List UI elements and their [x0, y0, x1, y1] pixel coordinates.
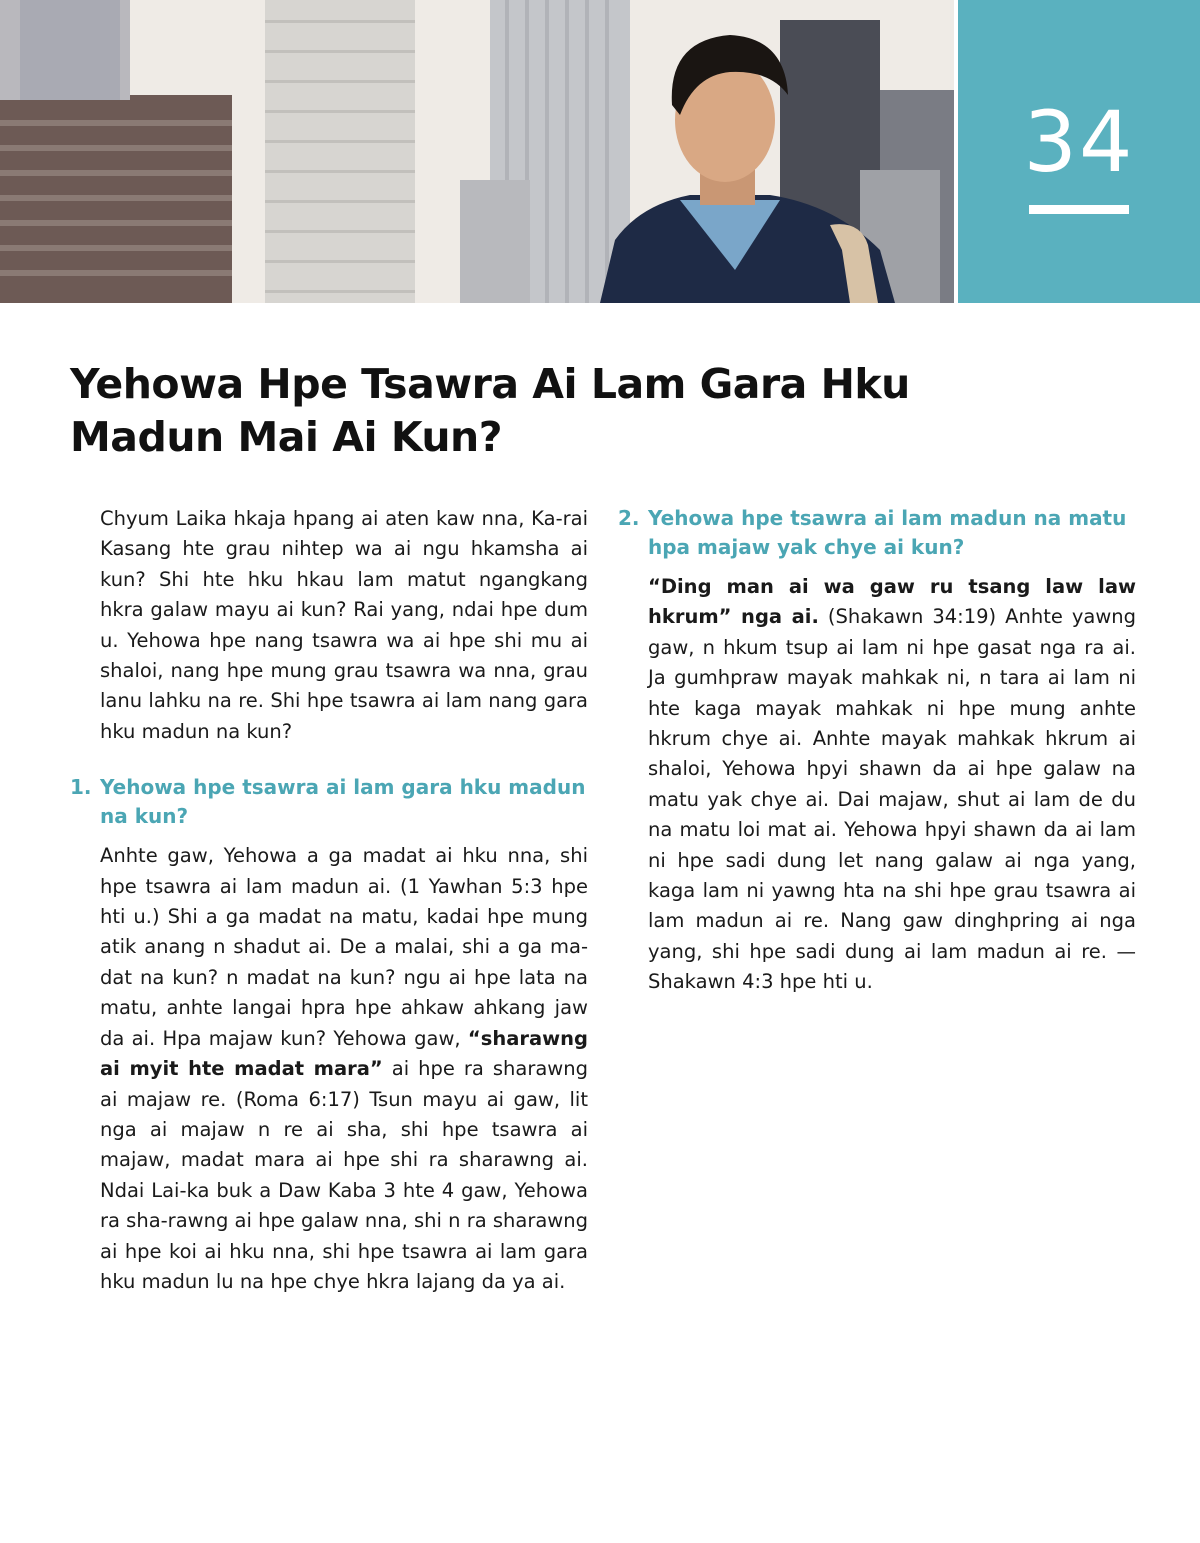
page-title: Yehowa Hpe Tsawra Ai Lam Gara Hku Madun Mai Ai Kun? — [70, 360, 910, 461]
answer-2-emphasis: “Ding man ai wa gaw ru tsang law law hkrum” nga ai. — [648, 575, 1136, 629]
intro-paragraph: Chyum Laika hkaja hpang ai aten kaw nna, Ka-rai Kasang hte grau nihtep wa ai ngu hkamsha ai kun? Shi hte hku hkau lam matut ngangkang hkra galaw mayu ai kun? Rai yang, ndai hpe dum u. Yehowa hpe nang tsawra wa ai hpe shi mu ai shaloi, nang hpe mung grau tsawra wa nna, grau lanu lahku na re. Shi hpe tsawra ai lam nang gara hku madun na kun? — [100, 507, 588, 743]
chapter-badge — [958, 0, 1200, 303]
chapter-underline — [1029, 205, 1129, 214]
question-2 — [618, 504, 1136, 562]
right-column — [618, 504, 1136, 998]
question-1-number: 1. — [70, 775, 92, 800]
question-1 — [70, 773, 588, 831]
answer-2-paragraph — [648, 572, 1136, 998]
answer-1-emphasis: “sharawng ai myit hte madat mara” — [100, 1026, 588, 1081]
question-2-number: 2. — [618, 506, 640, 530]
answer-1-paragraph — [100, 841, 588, 1297]
left-column — [70, 504, 588, 1297]
question-1-text: Yehowa hpe tsawra ai lam gara hku madun na kun? — [100, 775, 586, 829]
question-2-text: Yehowa hpe tsawra ai lam madun na matu hpa majaw yak chye ai kun? — [648, 506, 1127, 559]
chapter-number: 34 — [1023, 93, 1135, 191]
hero-photo — [0, 0, 954, 303]
answer-2-text: (Shakawn 34:19) Anhte yawng gaw, n hkum tsup ai lam ni hpe gasat nga ra ai. Ja gumhpraw mayak mahkak ni, n tara ai lam ni hte kaga mayak mahkak ni hpe mung anhte hkrum chye ai. Anhte mayak mahkak hkrum ai shaloi, Yehowa hpyi shawn da ai hpe galaw na matu yak chye ai. Dai majaw, shut ai lam de du na matu loi mat ai. Yehowa hpyi shawn da ai lam ni hpe sadi dung let nang galaw ai nga yang, kaga lam ni yawng hta na shi hpe grau tsawra ai lam madun ai re. Nang gaw dinghpring ai nga yang, shi hpe sadi dung ai lam madun ai re. —Shakawn 4:3 hpe hti u. — [648, 605, 1136, 994]
answer-1-text-a: Anhte gaw, Yehowa a ga madat ai hku nna, shi hpe tsawra ai lam madun ai. (1 Yawhan 5:3 hpe hti u.) Shi a ga madat na matu, kadai hpe mung atik anang n shadut ai. De a malai, shi a ga ma-dat na kun? n madat na kun? ngu ai hpe lata na matu, anhte langai hpra hpe ahkaw ahkang jaw da ai. Hpa majaw kun? Yehowa gaw, — [100, 844, 588, 1050]
answer-1-text-b: ai hpe ra sharawng ai majaw re. (Roma 6:17) Tsun mayu ai gaw, lit nga ai majaw n re ai sha, shi hpe tsawra ai majaw, madat mara ai hpe shi ra sharawng ai. Ndai Lai-ka buk a Daw Kaba 3 hte 4 gaw, Yehowa ra sha-rawng ai hpe galaw nna, shi n ra sharawng ai hpe koi ai hku nna, shi hpe tsawra ai lam gara hku madun lu na hpe chye hkra lajang da ya ai. — [100, 1057, 588, 1293]
city-man-illustration — [0, 0, 954, 303]
